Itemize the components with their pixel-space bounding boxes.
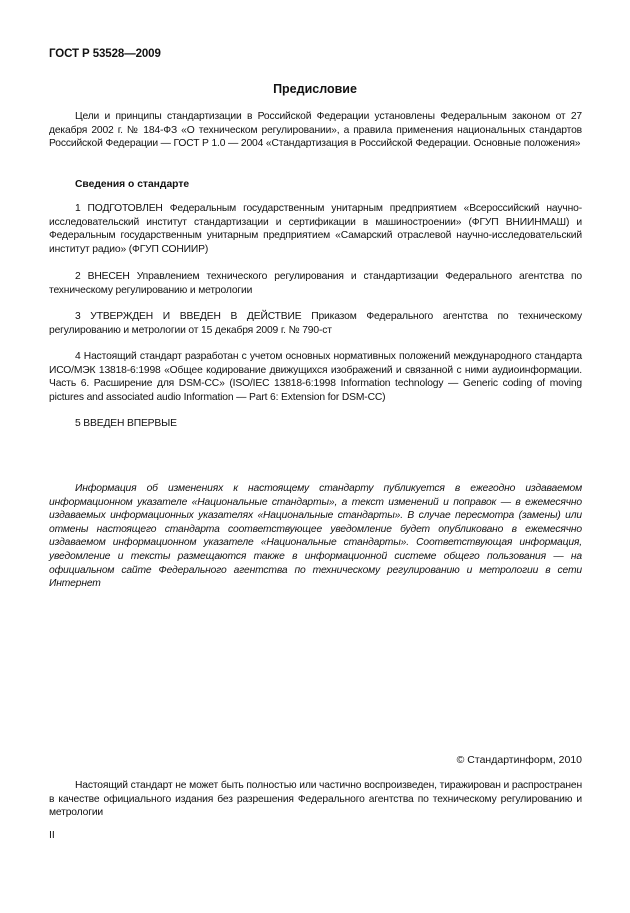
item-1-paragraph: 1 ПОДГОТОВЛЕН Федеральным государственным унитарным предприятием «Всероссийский научно-исследовательский институт стандартизации и сертификации в машиностроении» (ФГУП ВНИИНМАШ) и Федеральным государственным унитарным предприятием «Самарский отраслевой научно-исследовательский институт радио» (ФГУП СОНИИР) xyxy=(49,203,582,255)
copyright-line: © Стандартинформ, 2010 xyxy=(456,754,582,766)
section-subtitle: Сведения о стандарте xyxy=(75,179,190,190)
page-title: Предисловие xyxy=(273,82,357,96)
intro-paragraph: Цели и принципы стандартизации в Российской Федерации установлены Федеральным законом от 27 декабря 2002 г. № 184-ФЗ «О техническом регулировании», а правила применения национальных стандартов Российской Федерации — ГОСТ Р 1.0 — 2004 «Стандартизация в Российской Федерации. Основные положения» xyxy=(49,111,582,150)
item-4-paragraph: 4 Настоящий стандарт разработан с учетом основных нормативных положений международного стандарта ИСО/МЭК 13818-6:1998 «Общее кодирование движущихся изображений и связанной с ними аудиоинформации. Часть 6. Расширение для DSM-CC» (ISO/IEC 13818-6:1998 Information technology — Generic coding of moving pictures and associated audio Information — Part 6: Extension for DSM-CC) xyxy=(49,351,582,403)
rights-paragraph: Настоящий стандарт не может быть полностью или частично воспроизведен, тиражирован и распространен в качестве официального издания без разрешения Федерального агентства по техническому регулированию и метрологии xyxy=(49,780,582,819)
notice-paragraph: Информация об изменениях к настоящему стандарту публикуется в ежегодно издаваемом информационном указателе «Национальные стандарты», а текст изменений и поправок — в ежемесячно издаваемых информационных указателях «Национальные стандарты». В случае пересмотра (замены) или отмены настоящего стандарта соответствующее уведомление будет опубликовано в ежемесячно издаваемом информационном указателе «Национальные стандарты». Соответствующая информация, уведомление и тексты размещаются также в информационной системе общего пользования — на официальном сайте Федерального агентства по техническому регулированию и метрологии в сети Интернет xyxy=(49,483,582,590)
item-5-paragraph: 5 ВВЕДЕН ВПЕРВЫЕ xyxy=(75,418,177,429)
item-3-paragraph: 3 УТВЕРЖДЕН И ВВЕДЕН В ДЕЙСТВИЕ Приказом Федерального агентства по техническому регулированию и метрологии от 15 декабря 2009 г. № 790-ст xyxy=(49,311,582,336)
page-number: II xyxy=(49,829,55,841)
item-2-paragraph: 2 ВНЕСЕН Управлением технического регулирования и стандартизации Федерального агентства по техническому регулированию и метрологии xyxy=(49,271,582,296)
document-header: ГОСТ Р 53528—2009 xyxy=(49,48,161,60)
